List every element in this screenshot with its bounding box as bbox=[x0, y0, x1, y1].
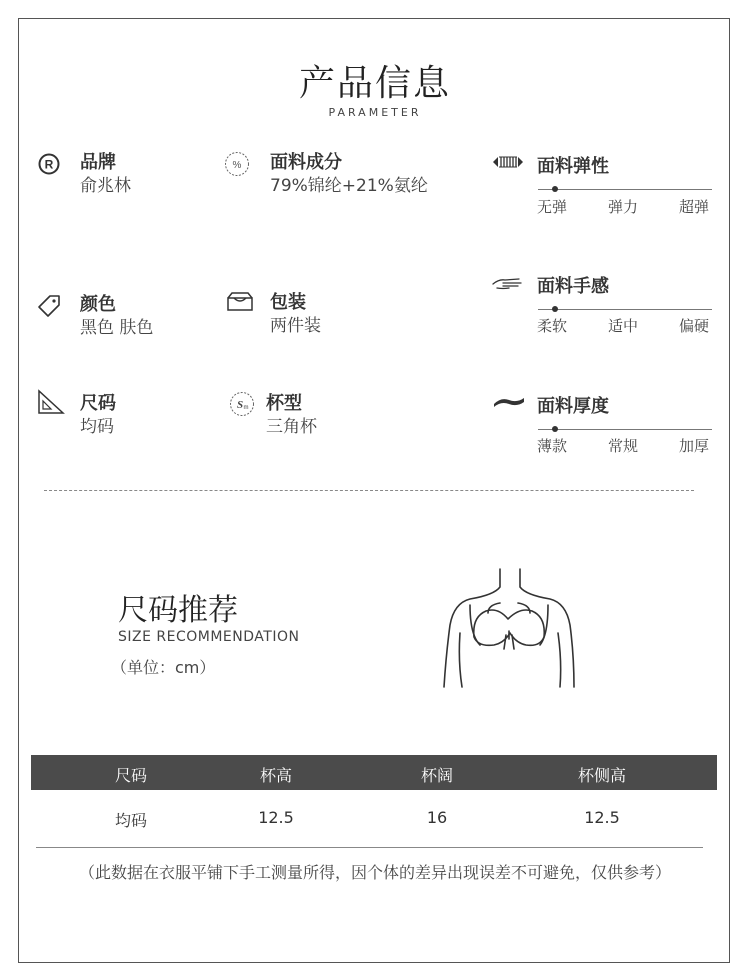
fabric-label: 面料成分 bbox=[270, 152, 342, 173]
svg-text:S: S bbox=[236, 399, 244, 411]
info-color bbox=[80, 294, 153, 340]
thickness-ticks bbox=[537, 435, 709, 456]
info-package bbox=[270, 292, 321, 338]
thickness-title: 面料厚度 bbox=[537, 396, 609, 417]
recommendation-subtitle: SIZE RECOMMENDATION bbox=[118, 629, 300, 645]
page-title: 产品信息 bbox=[298, 63, 451, 104]
color-label: 颜色 bbox=[80, 294, 116, 315]
info-size bbox=[80, 393, 116, 439]
registered-icon bbox=[38, 153, 60, 175]
recommendation-title: 尺码推荐 bbox=[118, 593, 238, 628]
ruler-triangle-icon bbox=[37, 389, 65, 415]
recommendation-unit: （单位：cm） bbox=[111, 658, 216, 677]
svg-text:R: R bbox=[44, 157, 54, 172]
cup-label: 杯型 bbox=[266, 393, 302, 414]
thickness-track bbox=[538, 429, 712, 430]
tag-icon bbox=[37, 294, 61, 318]
touch-tick-mid: 适中 bbox=[607, 317, 638, 335]
header-cup-side-height: 杯侧高 bbox=[577, 766, 626, 785]
info-fabric bbox=[270, 152, 428, 198]
elasticity-tick-high: 超弹 bbox=[678, 198, 709, 216]
fabric-value: 79%锦纶+21%氨纶 bbox=[270, 176, 428, 196]
touch-title: 面料手感 bbox=[537, 276, 609, 297]
page-subtitle: PARAMETER bbox=[328, 106, 422, 119]
size-label: 尺码 bbox=[80, 393, 116, 414]
layer-icon bbox=[493, 396, 525, 408]
cup-value: 三角杯 bbox=[266, 417, 317, 437]
spring-icon bbox=[492, 155, 524, 169]
cup-icon bbox=[229, 391, 255, 417]
touch-ticks bbox=[537, 315, 709, 336]
header-cup-width: 杯阔 bbox=[420, 766, 453, 785]
bra-illustration bbox=[440, 565, 580, 695]
package-label: 包装 bbox=[270, 292, 306, 313]
info-cup bbox=[266, 393, 317, 439]
box-icon bbox=[226, 292, 254, 312]
thickness-tick-mid: 常规 bbox=[607, 437, 638, 455]
color-value: 黑色 肤色 bbox=[80, 318, 154, 338]
cell-size: 均码 bbox=[114, 811, 147, 830]
table-bottom-rule bbox=[36, 847, 703, 848]
size-value: 均码 bbox=[80, 417, 114, 437]
brand-value: 俞兆林 bbox=[80, 176, 131, 196]
section-divider bbox=[44, 490, 694, 491]
touch-track bbox=[538, 309, 712, 310]
percent-icon bbox=[224, 151, 250, 177]
thickness-tick-low: 薄款 bbox=[537, 437, 568, 455]
svg-text:m: m bbox=[243, 405, 249, 411]
measurement-note: （此数据在衣服平铺下手工测量所得，因个体的差异出现误差不可避免，仅供参考） bbox=[78, 863, 671, 882]
hand-icon bbox=[491, 275, 525, 291]
elasticity-title: 面料弹性 bbox=[537, 156, 609, 177]
touch-tick-low: 柔软 bbox=[537, 317, 568, 335]
elasticity-track bbox=[538, 189, 712, 190]
cell-cup-width: 16 bbox=[426, 808, 448, 827]
elasticity-tick-mid: 弹力 bbox=[607, 198, 638, 216]
touch-tick-high: 偏硬 bbox=[678, 317, 709, 335]
info-brand bbox=[80, 152, 131, 198]
cell-cup-height: 12.5 bbox=[258, 808, 294, 827]
elasticity-ticks bbox=[537, 196, 709, 217]
header-size: 尺码 bbox=[114, 766, 147, 785]
size-table-header bbox=[31, 755, 717, 790]
elasticity-tick-low: 无弹 bbox=[537, 198, 568, 216]
cell-cup-side-height: 12.5 bbox=[584, 808, 620, 827]
header-cup-height: 杯高 bbox=[259, 766, 292, 785]
brand-label: 品牌 bbox=[80, 152, 116, 173]
package-value: 两件装 bbox=[270, 316, 321, 336]
thickness-tick-high: 加厚 bbox=[678, 437, 709, 455]
svg-text:%: % bbox=[232, 160, 242, 171]
